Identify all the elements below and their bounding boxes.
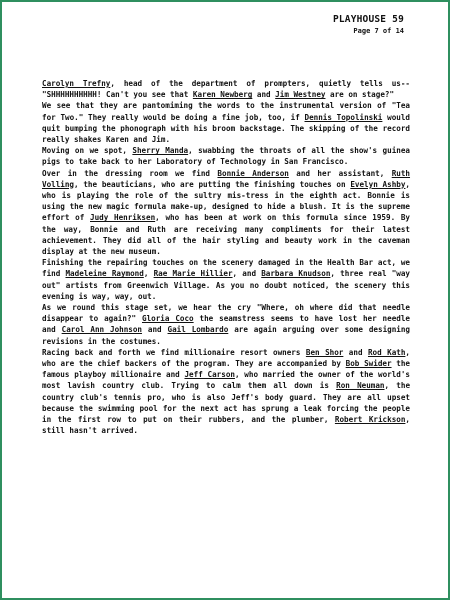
- text-run: , still hasn't arrived.: [42, 415, 410, 436]
- publication-title: PLAYHOUSE 59: [332, 14, 404, 25]
- underlined-name: Karen Newberg: [192, 90, 253, 100]
- underlined-name: Ben Shor: [305, 347, 344, 357]
- text-run: , and: [232, 269, 262, 279]
- underlined-name: Madeleine Raymond: [65, 269, 144, 279]
- underlined-name: Gail Lombardo: [167, 325, 229, 335]
- text-run: , who has been at work on this formula since 1959. By the way, Bonnie and Ruth are receiving many compliments for their latest achievement. They did all of the hair styling and beauty work in the caveman display at the new museum.: [42, 213, 410, 257]
- text-run: ,: [143, 269, 154, 279]
- text-run: As we round this stage set, we hear the cry "Where, oh where did that needle disappear to again?": [42, 303, 410, 324]
- underlined-name: Jim Westney: [275, 90, 326, 100]
- text-run: and: [343, 347, 368, 357]
- underlined-name: Dennis Topolinski: [304, 112, 383, 122]
- underlined-name: Gloria Coco: [142, 314, 194, 324]
- underlined-name: Carolyn Trefny: [42, 79, 111, 88]
- text-run: and: [252, 90, 276, 100]
- paragraph: [42, 168, 410, 258]
- text-run: the famous playboy millionaire and: [42, 359, 410, 380]
- paragraph: [42, 257, 410, 302]
- text-run: , who is playing the role of the sultry mis-tress in the eighth act. Bonnie is using the new magic formula make-up, designed to hide a blush. It is the supreme effort of: [42, 179, 410, 223]
- paragraph: [42, 347, 410, 437]
- underlined-name: Rod Kath: [367, 347, 406, 357]
- text-run: , three real "way out" artists from Greenwich Village. As you no doubt noticed, the scenery this evening is way, way, out.: [42, 269, 410, 301]
- text-run: the seamstress seems to have lost her needle and: [42, 314, 410, 335]
- text-run: would quit bumping the phonograph with his broom backstage. The skipping of the record really shakes Karen and Jim.: [42, 112, 410, 145]
- text-run: , swabbing the throats of all the show's guinea pigs to take back to her Laboratory of Technology in San Francisco.: [42, 146, 410, 167]
- paragraph: [42, 302, 410, 347]
- underlined-name: Sherry Manda: [132, 146, 189, 156]
- text-run: , the country club's tennis pro, who is also Jeff's body guard. They are all upset because the swimming pool for the next act has sprung a leak forcing the people in the first row to put on their rubbers, and the plumber,: [42, 381, 411, 425]
- text-run: , head of the department of prompters, quietly tells us--"SHHHHHHHHHH! Can't you see that: [42, 79, 410, 100]
- text-run: , the beauticians, who are putting the finishing touches on: [74, 179, 351, 189]
- page-header: [333, 14, 404, 35]
- underlined-name: Bonnie Anderson: [217, 168, 289, 178]
- text-run: are again arguing over some designing revisions in the costumes.: [42, 325, 410, 346]
- text-run: are on stage?": [325, 90, 395, 100]
- underlined-name: Ruth Volling: [42, 168, 411, 189]
- text-run: , who married the owner of the world's most lavish country club. Trying to calm them all down is: [42, 370, 411, 391]
- text-run: , who are the chief backers of the program. They are accompanied by: [42, 347, 410, 369]
- text-run: and: [142, 325, 168, 335]
- text-run: We see that they are pantomiming the words to the instrumental version of "Tea for Two." They really would be doing a fine job, too, if: [42, 101, 410, 122]
- paragraph: [42, 145, 410, 167]
- underlined-name: Ron Neuman: [336, 381, 385, 391]
- text-run: Finishing the repairing touches on the scenery damaged in the Health Bar act, we find: [42, 258, 410, 279]
- text-run: Over in the dressing room we find: [42, 168, 218, 178]
- paragraph: [42, 100, 410, 145]
- underlined-name: Rae Marie Hillier: [153, 269, 233, 279]
- underlined-name: Barbara Knudson: [261, 269, 331, 279]
- body-text: [42, 78, 410, 437]
- underlined-name: Evelyn Ashby: [350, 179, 406, 189]
- underlined-name: Judy Henriksen: [90, 213, 156, 223]
- paragraph: [42, 78, 410, 100]
- text-run: Moving on we spot,: [42, 146, 133, 156]
- underlined-name: Bob Swider: [345, 359, 392, 369]
- underlined-name: Jeff Carson: [184, 370, 235, 380]
- text-run: Racing back and forth we find millionaire resort owners: [42, 347, 306, 357]
- page-number: Page 7 of 14: [353, 27, 404, 35]
- text-run: and her assistant,: [288, 168, 392, 178]
- underlined-name: Carol Ann Johnson: [61, 325, 143, 335]
- underlined-name: Robert Krickson: [334, 415, 406, 425]
